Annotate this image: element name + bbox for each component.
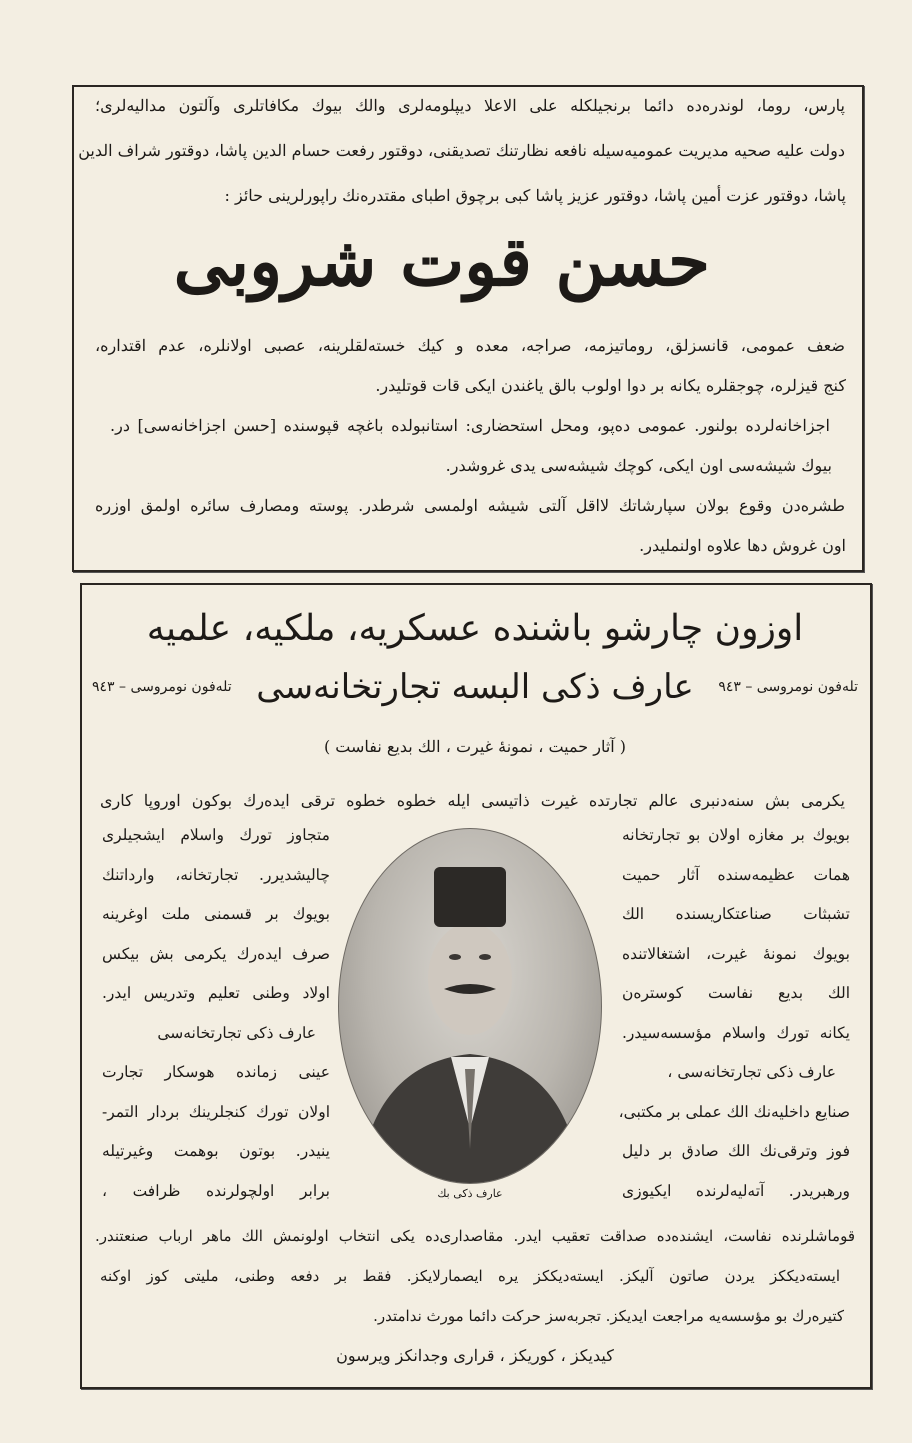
column-line: اولاد وطنی تعلیم وتدریس ایدر. — [102, 984, 330, 1002]
portrait-figure-icon — [339, 829, 601, 1183]
phone-number-right: تله‌فون نومروسی – ٩٤٣ — [718, 679, 858, 695]
body-line: كنج قیزلره، چوجقلره یكانه بر دوا اولوب بالق یاغندن ایكی قات قوتلیدر. — [375, 376, 846, 395]
intro-line: پارس، روما، لوندره‌ده دائما برنجیلكله علی الاعلا دیپلومه‌لری والك بیوك مكافاتلری وآلتون مدالیه‌لری؛ — [95, 96, 845, 115]
column-line: فوز وترقی‌نك الك صادق بر دلیل — [622, 1142, 850, 1160]
store-motto: ( آثار حمیت ، نمونهٔ غیرت ، الك بدیع نفاست ) — [323, 737, 627, 756]
column-line: چالیشدیرر. تجارتخانه، وارداتنك — [102, 865, 330, 884]
column-line: ینیدر. بوتون بوهمت وغیرتیله — [102, 1142, 330, 1160]
column-line: همات عظیمه‌سنده آثار حمیت — [622, 865, 850, 884]
column-line: یكانه تورك واسلام مؤسسه‌سیدر. — [622, 1023, 850, 1042]
body-line: طشره‌دن وقوع بولان سپارشاتك لااقل آلتی شیشه اولمسی شرطدر. پوسته ومصارف سائره اولمق اوزره — [95, 496, 845, 515]
column-line: صنایع داخلیه‌نك الك عملی بر مكتبی، — [618, 1102, 850, 1121]
column-line: برابر اولچولرنده ظرافت ، — [102, 1181, 330, 1200]
store-name: عارف ذكی البسه تجارتخانه‌سی — [256, 667, 694, 707]
closing-line: ایسته‌دیككز یردن صاتون آلیكز. ایسته‌دیككز یره ایصمارلایكز. فقط بر دفعه وطنی، ملیتی كوز اوكنه — [100, 1267, 840, 1285]
column-line: اولان تورك كنجلرینك بردار التمر- — [102, 1102, 330, 1121]
photo-caption: عارف ذكی بك — [437, 1187, 503, 1200]
column-line: بویوك نمونهٔ غیرت، اشتغالاتنده — [622, 944, 850, 963]
lead-line: یكرمی بش سنه‌دنبری عالم تجارتده غیرت ذاتیسی ایله خطوه خطوه ترقی ایده‌رك بوكون اوروپا كاری — [100, 791, 845, 810]
column-line: ورهبریدر. آته‌لیه‌لرنده ایكیوزی — [622, 1181, 850, 1200]
store-headline: اوزون چارشو باشنده عسكریه، ملكیه، علمیه — [146, 608, 804, 649]
closing-line: قوماشلرنده نفاست، ایشنده‌ده صداقت تعقیب ایدر. مقاصداری‌ده یكی انتخاب اولونمش الك ماهر ارباب صنعتندر. — [95, 1227, 855, 1245]
column-line: الك بدیع نفاست كوستره‌ن — [622, 984, 850, 1002]
column-line: صرف ایده‌رك یكرمی بش بیكس — [102, 944, 330, 963]
product-title: حسن قوت شروبی — [173, 222, 710, 302]
column-line: بویوك بر قسمنی ملت اوغرینه — [102, 905, 330, 923]
store-name-row — [92, 660, 858, 714]
closing-line: كتیره‌رك بو مؤسسه‌یه مراجعت ایدیكز. تجربه‌سز حركت دائما مورث ندامتدر. — [373, 1307, 844, 1325]
body-line: ضعف عمومی، قانسزلق، روماتیزمه، صراجه، معده و كیك خسته‌لقلرینه، عصبی اولانلره، عدم اقتداره، — [95, 336, 845, 355]
right-text-column — [618, 816, 850, 1211]
body-line: اون غروش دها علاوه اولنملیدر. — [639, 536, 846, 555]
body-line: بیوك شیشه‌سی اون ایكی، كوچك شیشه‌سی یدی غروشدر. — [445, 456, 832, 475]
column-line: تشبثات صناعتكاریسنده الك — [622, 905, 850, 923]
phone-number-left: تله‌فون نومروسی – ٩٤٣ — [92, 679, 232, 695]
column-line: عارف ذكی تجارتخانه‌سی ، — [667, 1063, 836, 1081]
column-line: عینی زمانده هوسكار تجارت — [102, 1063, 330, 1081]
portrait-photo — [338, 828, 602, 1184]
body-line: اجزاخانه‌لرده بولنور. عمومی ده‌پو، ومحل استحضاری: استانبولده باغچه قپوسنده [حسن اجزاخانه‌سی] در. — [110, 416, 830, 435]
column-line: عارف ذكی تجارتخانه‌سی — [157, 1023, 316, 1042]
left-text-column — [102, 816, 330, 1211]
column-line: متجاوز تورك واسلام ایشجیلری — [102, 826, 330, 844]
intro-line: پاشا، دوقتور عزت أمین پاشا، دوقتور عزیز پاشا كبی برچوق اطبای مقتدره‌نك راپورلرینی حائز : — [224, 186, 846, 205]
column-line: بویوك بر مغازه اولان بو تجارتخانه — [622, 826, 850, 844]
intro-line: دولت علیه صحیه مدیریت عمومیه‌سیله نافعه نظارتنك تصدیقنی، دوقتور رفعت حسام الدین پاشا، دوقتور شراف الدین — [78, 141, 845, 160]
signoff: كیدیكز ، كوریكز ، قراری وجدانكز ویرسون — [336, 1346, 614, 1365]
